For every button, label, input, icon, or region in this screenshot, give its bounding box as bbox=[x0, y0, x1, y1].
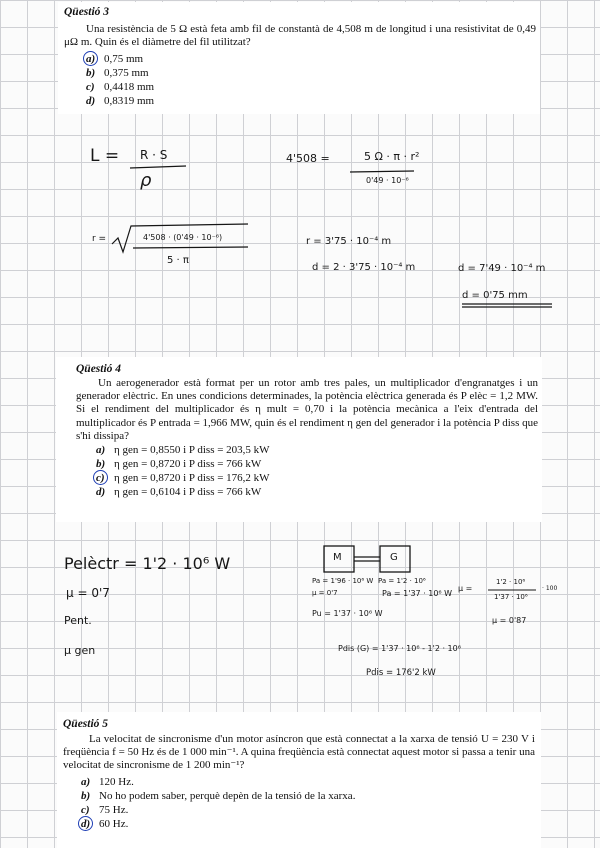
note-mu07: μ = 0'7 bbox=[312, 589, 338, 597]
question-5-title: Qüestió 5 bbox=[63, 718, 109, 730]
note-root-den: 5 · π bbox=[167, 255, 189, 266]
note-r-val: r = 3'75 · 10⁻⁴ m bbox=[306, 236, 392, 247]
note-eq-left: 4'508 = bbox=[286, 152, 330, 165]
note-rs: R · S bbox=[140, 148, 168, 162]
option-text: η gen = 0,8550 i P diss = 203,5 kW bbox=[114, 444, 270, 456]
option-letter: c) bbox=[96, 471, 114, 485]
note-frac-mu: μ = bbox=[458, 584, 473, 593]
note-frac-den: 1'37 · 10⁶ bbox=[494, 593, 528, 601]
option-letter: b) bbox=[96, 458, 106, 470]
option-letter: d) bbox=[81, 817, 99, 831]
note-d-final: d = 0'75 mm bbox=[462, 290, 528, 301]
option-text: η gen = 0,6104 i P diss = 766 kW bbox=[114, 486, 262, 498]
option-letter: a) bbox=[81, 776, 91, 788]
option-text: 75 Hz. bbox=[99, 804, 129, 816]
note-pa: Pa = 1'96 · 10⁶ W bbox=[312, 577, 374, 585]
note-pent: Pent. bbox=[64, 614, 92, 627]
note-pa3: Pa = 1'37 · 10⁶ W bbox=[382, 589, 453, 598]
option-text: 120 Hz. bbox=[99, 776, 134, 788]
question-4-text: Un aerogenerador està format per un rotor amb tres pales, un multiplicador d'engranatges i un generador elèctric. En unes condicions determinades, la potència elèctrica generada és P elèc = 1,2 MW. Si el rendiment del multiplicador és η mult = 0,70 i la potència mecànica a l'eix d'entrada del multiplicador és P entrada = 1,966 MW, quin és el rendiment η gen del generador i la potència P diss que s'hi dissipa? bbox=[76, 377, 538, 442]
option-letter: a) bbox=[86, 52, 104, 66]
option-text: η gen = 0,8720 i P diss = 176,2 kW bbox=[114, 472, 270, 484]
option-text: 0,8319 mm bbox=[104, 95, 155, 107]
note-mugen: μ gen bbox=[64, 644, 96, 657]
note-pdiss-val: Pdis = 176'2 kW bbox=[366, 668, 436, 678]
note-d-val: d = 7'49 · 10⁻⁴ m bbox=[458, 263, 546, 274]
note-eq-num: 5 Ω · π · r² bbox=[364, 150, 420, 163]
question-5-options bbox=[81, 775, 355, 831]
question-5-card bbox=[57, 712, 541, 848]
note-rho: ρ bbox=[140, 170, 152, 191]
note-times100: · 100 bbox=[542, 585, 558, 592]
note-l-equals: L = bbox=[90, 146, 120, 166]
box-m-label: M bbox=[333, 552, 342, 563]
option-letter: c) bbox=[86, 81, 95, 93]
option-letter: b) bbox=[86, 67, 96, 79]
question-3-title: Qüestió 3 bbox=[64, 6, 110, 18]
note-mu087: μ = 0'87 bbox=[492, 616, 527, 625]
note-pa2: Pa = 1'2 · 10⁶ bbox=[378, 577, 426, 585]
note-pu: Pu = 1'37 · 10⁶ W bbox=[312, 609, 383, 618]
option-text: No ho podem saber, perquè depèn de la tensió de la xarxa. bbox=[99, 790, 356, 802]
option-text: η gen = 0,8720 i P diss = 766 kW bbox=[114, 458, 262, 470]
note-pelec: Pelèctr = 1'2 · 10⁶ W bbox=[64, 554, 231, 573]
option-text: 60 Hz. bbox=[99, 818, 129, 830]
option-5a[interactable] bbox=[81, 775, 355, 789]
option-text: 0,75 mm bbox=[104, 53, 144, 65]
option-5d[interactable] bbox=[81, 817, 355, 831]
option-text: 0,4418 mm bbox=[104, 81, 155, 93]
option-letter: d) bbox=[96, 486, 106, 498]
option-letter: b) bbox=[81, 790, 91, 802]
note-frac-num: 1'2 · 10⁶ bbox=[496, 578, 526, 586]
note-mu: μ = 0'7 bbox=[66, 586, 110, 600]
option-text: 0,375 mm bbox=[104, 67, 149, 79]
question-5-text: La velocitat de sincronisme d'un motor asíncron que està connectat a la xarxa de tensió U = 230 V i freqüència f = 50 Hz és de 1 000 min⁻¹. A quina freqüència està connectat aquest motor si passa a tenir una velocitat de sincronisme de 1 200 min⁻¹? bbox=[63, 733, 535, 772]
option-letter: c) bbox=[81, 804, 90, 816]
option-5c[interactable] bbox=[81, 803, 355, 817]
note-pdiss-calc: Pdis (G) = 1'37 · 10⁶ - 1'2 · 10⁶ bbox=[338, 644, 461, 653]
question-4-title: Qüestió 4 bbox=[76, 363, 122, 375]
note-root-num: 4'508 · (0'49 · 10⁻⁶) bbox=[143, 233, 223, 242]
box-g-label: G bbox=[390, 552, 398, 563]
option-5b[interactable] bbox=[81, 789, 355, 803]
option-letter: a) bbox=[96, 444, 106, 456]
note-eq-den: 0'49 · 10⁻⁶ bbox=[366, 176, 409, 185]
option-letter: d) bbox=[86, 95, 96, 107]
note-r-eq: r = bbox=[92, 234, 107, 244]
question-3-text: Una resistència de 5 Ω està feta amb fil de constantà de 4,508 m de longitud i una resistivitat de 0,49 μΩ m. Quin és el diàmetre del fil utilitzat? bbox=[64, 23, 536, 49]
note-d-calc: d = 2 · 3'75 · 10⁻⁴ m bbox=[312, 262, 416, 273]
